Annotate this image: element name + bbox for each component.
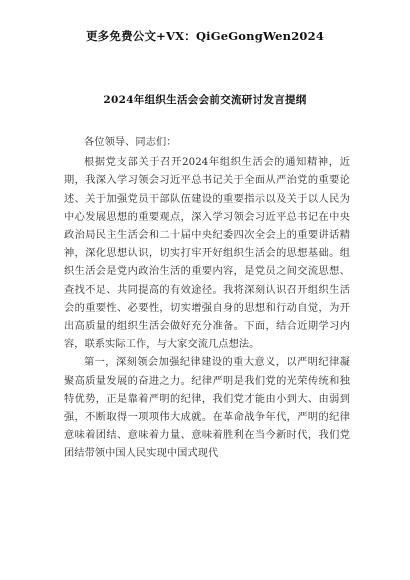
salutation: 各位领导、同志们： — [84, 137, 177, 148]
body-paragraph-2: 第一，深刻领会加强纪律建设的重大意义，以严明纪律凝聚高质量发展的奋进之力。纪律严明是我们党的光荣传统和独特优势，正是靠着严明的纪律，我们党才能由小到大、由弱到强，不断取得一项项伟大成就。在革命战争年代，严明的纪律意味着团结、意味着力量、意味着胜利在当今新时代，我们党团结带领中国人民实现中国式现代 — [64, 357, 350, 460]
body-paragraph-1: 根据党支部关于召开2024年组织生活会的通知精神，近期，我深入学习领会习近平总书记关于全面从严治党的重要论述、关于加强党员干部队伍建设的重要指示以及关于以人民为中心发展思想的重要观点，深入学习领会习近平总书记在中央政治局民主生活会和二十届中央纪委四次全会上的重要讲话精神，深化思想认识，切实打牢开好组织生活会的思想基础。组织生活会是党内政治生活的重要内容，是党员之间交流思想、查找不足、共同提高的有效途径。我将深刻认识召开组织生活会的重要性、必要性，切实增强自身的思想和行动自觉，为开出高质量的组织生活会做好充分准备。下面，结合近期学习内容，联系实际工作，与大家交流几点想法。 — [64, 157, 350, 351]
watermark-header: 更多免费公文+VX：QiGeGongWen2024 — [85, 29, 325, 43]
document-body — [64, 134, 350, 464]
document-title: 2024年组织生活会会前交流研讨发言提纲 — [103, 94, 307, 106]
